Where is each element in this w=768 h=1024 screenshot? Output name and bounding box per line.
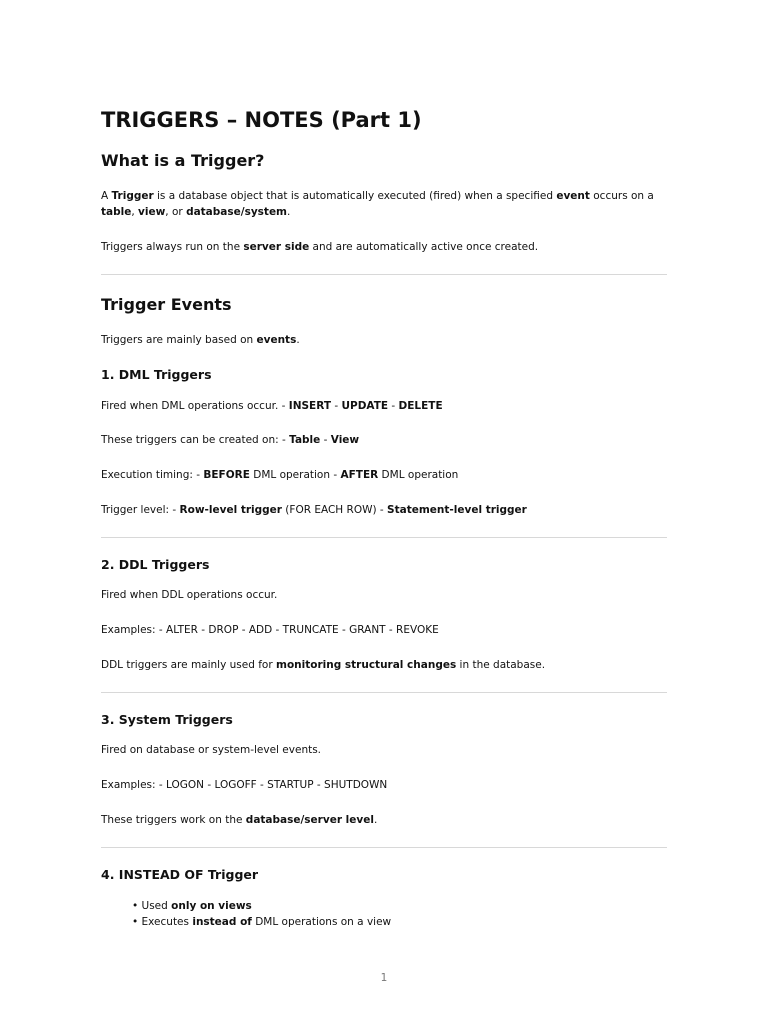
heading-system-triggers: 3. System Triggers <box>101 712 233 727</box>
paragraph-dml-operations: Fired when DML operations occur. - INSERT - UPDATE - DELETE <box>101 400 443 412</box>
divider <box>101 847 667 848</box>
paragraph-server-side: Triggers always run on the server side and are automatically active once created. <box>101 241 539 253</box>
paragraph-ddl-usage: DDL triggers are mainly used for monitoring structural changes in the database. <box>101 659 546 671</box>
paragraph-system-level: These triggers work on the database/server level. <box>101 814 378 826</box>
paragraph-trigger-definition: A Trigger is a database object that is automatically executed (fired) when a specified event occurs on a table, view, or database/system. <box>101 190 654 218</box>
divider <box>101 274 667 275</box>
instead-of-bullet-list <box>132 898 391 930</box>
heading-what-is-trigger: What is a Trigger? <box>101 151 265 170</box>
page-title: TRIGGERS – NOTES (Part 1) <box>101 108 422 132</box>
heading-dml-triggers: 1. DML Triggers <box>101 367 212 382</box>
heading-ddl-triggers: 2. DDL Triggers <box>101 557 210 572</box>
list-item: • Executes instead of DML operations on a view <box>132 916 392 928</box>
paragraph-events-intro: Triggers are mainly based on events. <box>101 334 300 346</box>
divider <box>101 692 667 693</box>
paragraph-ddl-operations: Fired when DDL operations occur. <box>101 589 278 601</box>
list-item: • Used only on views <box>132 900 252 912</box>
paragraph-dml-level: Trigger level: - Row-level trigger (FOR EACH ROW) - Statement-level trigger <box>101 504 527 516</box>
paragraph-system-examples: Examples: - LOGON - LOGOFF - STARTUP - SHUTDOWN <box>101 779 388 791</box>
paragraph-dml-timing: Execution timing: - BEFORE DML operation - AFTER DML operation <box>101 469 459 481</box>
paragraph-system-events: Fired on database or system-level events. <box>101 744 322 756</box>
heading-trigger-events: Trigger Events <box>101 295 232 314</box>
divider <box>101 537 667 538</box>
heading-instead-of-trigger: 4. INSTEAD OF Trigger <box>101 867 259 882</box>
paragraph-ddl-examples: Examples: - ALTER - DROP - ADD - TRUNCATE - GRANT - REVOKE <box>101 624 439 636</box>
page-number: 1 <box>380 972 388 984</box>
paragraph-dml-created-on: These triggers can be created on: - Table - View <box>101 434 360 446</box>
